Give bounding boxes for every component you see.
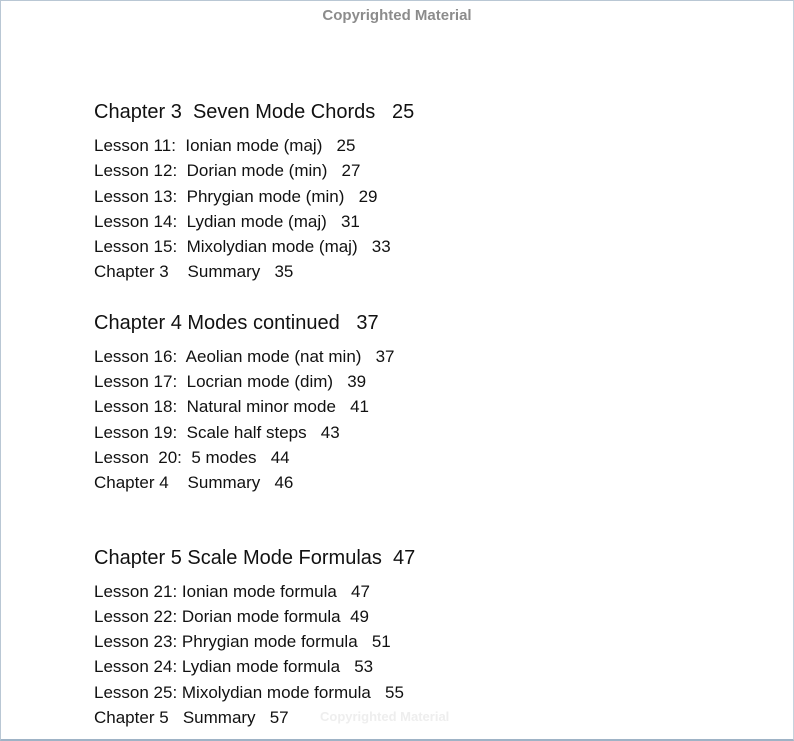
toc-entry: Lesson 24: Lydian mode formula 53 — [94, 657, 374, 677]
toc-entry: Lesson 20: 5 modes 44 — [94, 447, 290, 467]
toc-entry: Lesson 15: Mixolydian mode (maj) 33 — [94, 237, 391, 257]
chapter-5-entries — [94, 579, 415, 731]
toc-entry: Lesson 11: Ionian mode (maj) 25 — [94, 136, 356, 155]
toc-entry: Lesson 23: Phrygian mode formula 51 — [94, 632, 391, 652]
chapter-3-section — [94, 99, 415, 285]
toc-entry: Chapter 5 Summary 57 — [94, 708, 289, 728]
toc-entry: Lesson 19: Scale half steps 43 — [94, 422, 340, 442]
toc-entry: Lesson 16: Aeolian mode (nat min) 37 — [94, 346, 395, 366]
toc-entry: Lesson 21: Ionian mode formula 47 — [94, 581, 370, 601]
toc-entry: Lesson 18: Natural minor mode 41 — [94, 397, 369, 417]
toc-entry: Lesson 13: Phrygian mode (min) 29 — [94, 186, 378, 206]
toc-entry: Chapter 4 Summary 46 — [94, 473, 294, 493]
table-of-contents — [94, 99, 415, 730]
copyright-watermark-top: Copyrighted Material — [322, 7, 472, 24]
copyright-watermark-bottom: Copyrighted Material — [320, 709, 450, 724]
toc-entry: Lesson 25: Mixolydian mode formula 55 — [94, 682, 404, 702]
chapter-3-entries — [94, 133, 415, 285]
toc-entry: Lesson 22: Dorian mode formula 49 — [94, 606, 369, 626]
chapter-5-section — [94, 545, 415, 731]
chapter-4-section — [94, 310, 415, 496]
chapter-heading: Chapter 4 Modes continued 37 — [94, 311, 379, 334]
toc-entry: Lesson 12: Dorian mode (min) 27 — [94, 161, 361, 181]
toc-entry: Chapter 3 Summary 35 — [94, 262, 294, 282]
chapter-heading: Chapter 5 Scale Mode Formulas 47 — [94, 546, 416, 569]
toc-entry: Lesson 17: Locrian mode (dim) 39 — [94, 372, 367, 392]
chapter-heading: Chapter 3 Seven Mode Chords 25 — [94, 101, 415, 123]
toc-entry: Lesson 14: Lydian mode (maj) 31 — [94, 211, 360, 231]
chapter-4-entries — [94, 344, 415, 496]
